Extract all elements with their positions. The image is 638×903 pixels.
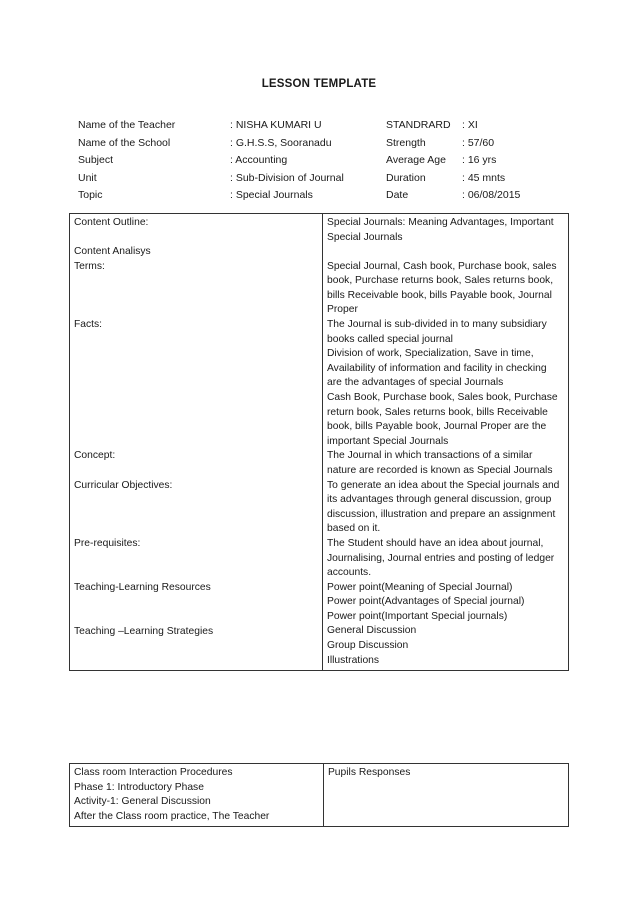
info-label-2: Strength	[386, 136, 426, 149]
terms-label: Terms:	[74, 260, 105, 272]
info-row-school	[78, 135, 578, 153]
terms-value: Special Journal, Cash book, Purchase book, sales book, Purchase returns book, Sales returns book, bills Receivable book, bills Payable book, Journal Proper	[326, 260, 557, 316]
procedure-table	[69, 763, 569, 827]
info-value: : NISHA KUMARI U	[230, 119, 322, 131]
content-table	[69, 213, 569, 671]
content-analysis-label: Content Analisys	[74, 246, 151, 257]
info-label-2: Date	[386, 189, 409, 201]
concept-value: The Journal in which transactions of a similar nature are recorded is known as Special Journals	[326, 450, 553, 476]
concept-label: Concept:	[74, 450, 116, 462]
info-value: : G.H.S.S, Sooranadu	[230, 136, 332, 149]
info-label: Name of the School	[78, 136, 171, 149]
info-label-2: STANDRARD	[386, 119, 451, 131]
content-outline-label: Content Outline:	[74, 217, 149, 228]
procedure-phase: Phase 1: Introductory Phase	[74, 781, 204, 793]
resources-value-2: Power point(Advantages of Special journal)	[326, 596, 525, 608]
procedure-text: After the Class room practice, The Teacher	[74, 810, 270, 822]
info-row-unit	[78, 170, 578, 188]
info-row-teacher	[78, 117, 578, 135]
teaching-learning-strategies-label: Teaching –Learning Strategies	[74, 625, 214, 637]
info-label-2: Duration	[386, 171, 426, 184]
strategies-value-1: General Discussion	[326, 625, 417, 637]
procedure-column	[70, 764, 324, 827]
info-value-2: : 16 yrs	[462, 154, 497, 166]
pupils-responses-column	[323, 764, 568, 827]
resources-value-1: Power point(Meaning of Special Journal)	[326, 581, 513, 593]
pre-requisites-label: Pre-requisites:	[74, 537, 141, 549]
procedure-heading: Class room Interaction Procedures	[74, 767, 233, 778]
strategies-value-2: Group Discussion	[326, 640, 409, 652]
info-value: : Special Journals	[230, 189, 313, 201]
info-label: Name of the Teacher	[78, 119, 176, 131]
info-label: Topic	[78, 189, 103, 201]
procedure-activity: Activity-1: General Discussion	[74, 796, 211, 808]
info-row-topic	[78, 187, 578, 205]
facts-value-1: The Journal is sub-divided in to many subsidiary books called special journal	[326, 318, 547, 345]
lesson-info	[78, 117, 578, 205]
info-row-subject	[78, 152, 578, 170]
info-label-2: Average Age	[386, 154, 446, 166]
facts-label: Facts:	[74, 318, 103, 330]
content-labels-column	[70, 214, 323, 671]
content-outline-value: Special Journals: Meaning Advantages, Important Special Journals	[326, 217, 554, 243]
info-label: Subject	[78, 154, 114, 166]
facts-value-3: Cash Book, Purchase book, Sales book, Purchase return book, Sales returns book, bills Receivable book, bills Payable book, Journal Proper are the important Special Journals	[326, 391, 558, 447]
pupils-responses-heading: Pupils Responses	[327, 767, 411, 778]
info-value-2: : 45 mnts	[462, 171, 506, 184]
resources-value-3: Power point(Important Special journals)	[326, 610, 508, 622]
info-value-2: : 06/08/2015	[462, 189, 521, 201]
info-label: Unit	[78, 171, 97, 184]
curricular-objectives-value: To generate an idea about the Special journals and its advantages through general discussion, group discussion, illustration and prepare an assignment based on it.	[326, 479, 560, 535]
strategies-value-3: Illustrations	[326, 654, 380, 666]
page-title: LESSON TEMPLATE	[261, 78, 377, 90]
info-value: : Sub-Division of Journal	[230, 171, 344, 184]
info-value-2: : 57/60	[462, 136, 495, 149]
pre-requisites-value: The Student should have an idea about journal, Journalising, Journal entries and posting of ledger accounts.	[326, 537, 555, 579]
info-value-2: : XI	[462, 119, 478, 131]
teaching-learning-resources-label: Teaching-Learning Resources	[74, 581, 211, 593]
info-value: : Accounting	[230, 154, 288, 166]
curricular-objectives-label: Curricular Objectives:	[74, 479, 173, 491]
content-values-column	[322, 214, 568, 671]
facts-value-2: Division of work, Specialization, Save in time, Availability of information and facility in checking are the advantages of special Journals	[326, 348, 547, 389]
